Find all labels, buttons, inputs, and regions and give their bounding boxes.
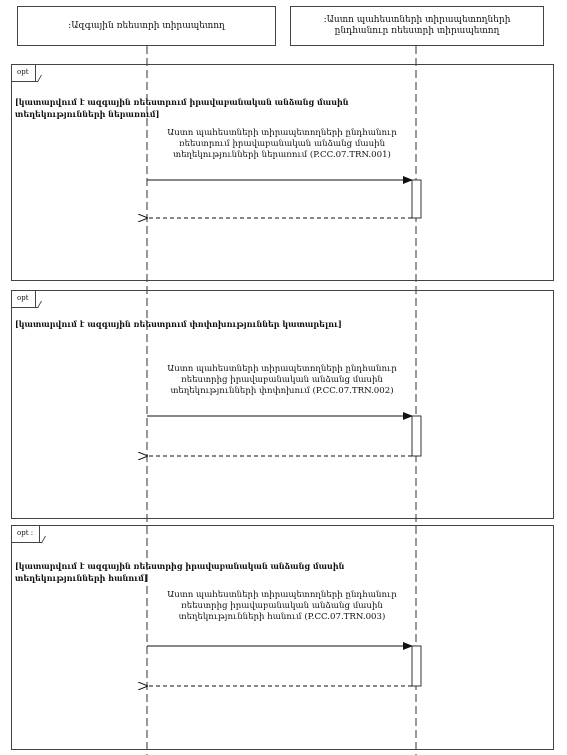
frame-guard-1: [կատարվում է ազգային ռեեստրում իրավաբանական անձանց մասին տեղեկությունների ներառում] [15,97,349,119]
message-label-2: Աստո պահեստների տիրապետողների ընդհանուր ռեեստրից իրավաբանական անձանց մասին տեղեկությունների փոփոխում (P.CC.07.TRN.002) [167,364,397,396]
frame-guard-2: [կատարվում է ազգային ռեեստրում փոփոխություններ կատարելու] [15,319,342,329]
frame-operator-label: opt : [11,525,40,543]
opt-frame-3 [11,525,554,750]
participant-label: :Աստո պահեստների տիրապետողների ընդհանուր ռեեստրի տիրապետող [323,15,511,36]
message-label-1: Աստո պահեստների տիրապետողների ընդհանուր ռեեստրում իրավաբանական անձանց մասին տեղեկությունների ներառում (P.CC.07.TRN.001) [167,128,397,160]
participant-label: :Ազգային ռեեստրի տիրապետող [68,20,225,31]
frame-operator-label: opt [11,290,36,308]
frame-guard-3: [կատարվում է ազգային ռեեստրից իրավաբանական անձանց մասին տեղեկությունների հանում] [15,561,345,583]
message-label-3: Աստո պահեստների տիրապետողների ընդհանուր ռեեստրից իրավաբանական անձանց մասին տեղեկությունների հանում (P.CC.07.TRN.003) [167,590,397,622]
frame-operator-label: opt [11,64,36,82]
